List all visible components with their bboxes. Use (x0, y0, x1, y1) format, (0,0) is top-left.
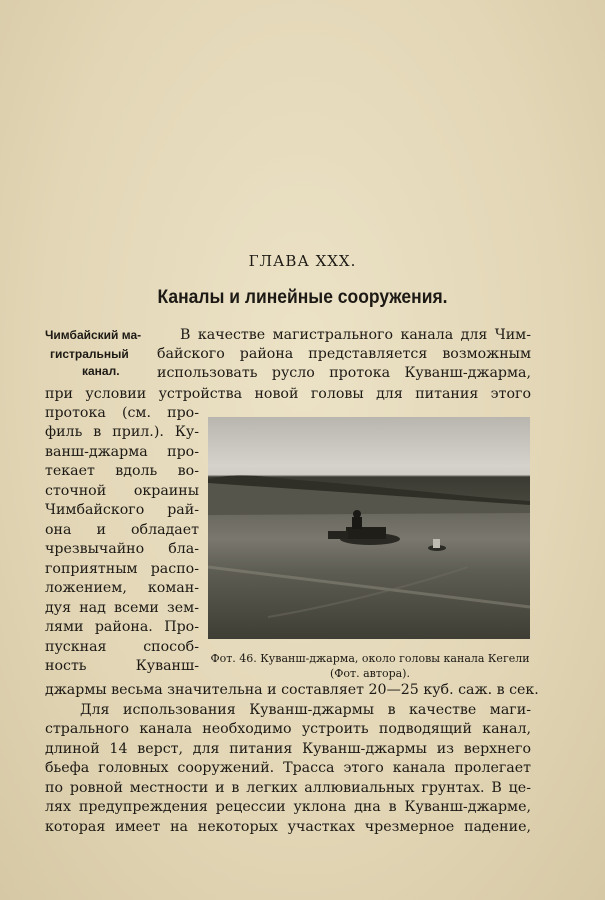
text-line: по ровной местности и в легких аллювиальных грунтах. В це- (45, 780, 531, 796)
text-line: лях предупреждения рецессии уклона дна в Куванш-джарме, (45, 799, 531, 815)
text-line: бьефа головных сооружений. Трасса этого канала пролегает (45, 760, 531, 776)
side-heading-line: канал. (82, 364, 120, 378)
text-line: гоприятным распо- (45, 561, 199, 577)
text-line: она и обладает (45, 522, 199, 538)
side-heading-line: гистральный (50, 347, 129, 361)
river-photo-illustration (208, 417, 530, 639)
text-line: чрезвычайно бла- (45, 541, 199, 557)
text-line: В качестве магистрального канала для Чим- (180, 327, 531, 343)
text-line: стрального канала необходимо устроить подводящий канал, (45, 721, 531, 737)
text-line: ложением, коман- (45, 580, 199, 596)
text-line: ванш-джарма про- (45, 444, 199, 460)
photo-caption-credit: (Фот. автора). (330, 667, 410, 680)
text-line: длиной 14 верст, для питания Куванш-джармы из верхнего (45, 741, 531, 757)
text-line: филь в прил.). Ку- (45, 424, 199, 440)
section-title: Каналы и линейные сооружения. (157, 287, 448, 308)
text-line: лями района. Про- (45, 619, 199, 635)
text-line: Чимбайского рай- (45, 502, 199, 518)
chapter-heading: ГЛАВА XXX. (248, 252, 357, 270)
text-line: сточной окраины (45, 483, 199, 499)
side-heading-line: Чимбайский ма- (45, 328, 142, 342)
text-line: байского района представляется возможным (157, 346, 531, 362)
text-line: пускная способ- (45, 639, 199, 655)
text-line: при условии устройства новой головы для питания этого (45, 386, 531, 402)
text-line: протока (см. про- (45, 405, 199, 421)
text-line: которая имеет на некоторых участках чрезмерное падение, (45, 819, 531, 835)
text-line: Для использования Куванш-джармы в качестве маги- (80, 702, 531, 718)
text-line: джармы весьма значительна и составляет 20—25 куб. саж. в сек. (45, 682, 539, 698)
text-line: дуя над всеми зем- (45, 600, 199, 616)
text-line: использовать русло протока Куванш-джарма, (157, 365, 531, 381)
text-line: текает вдоль во- (45, 463, 199, 479)
river-photo (208, 417, 530, 639)
photo-caption: Фот. 46. Куванш-джарма, около головы канала Кегели (210, 652, 530, 665)
text-line: ность Куванш- (45, 658, 199, 674)
